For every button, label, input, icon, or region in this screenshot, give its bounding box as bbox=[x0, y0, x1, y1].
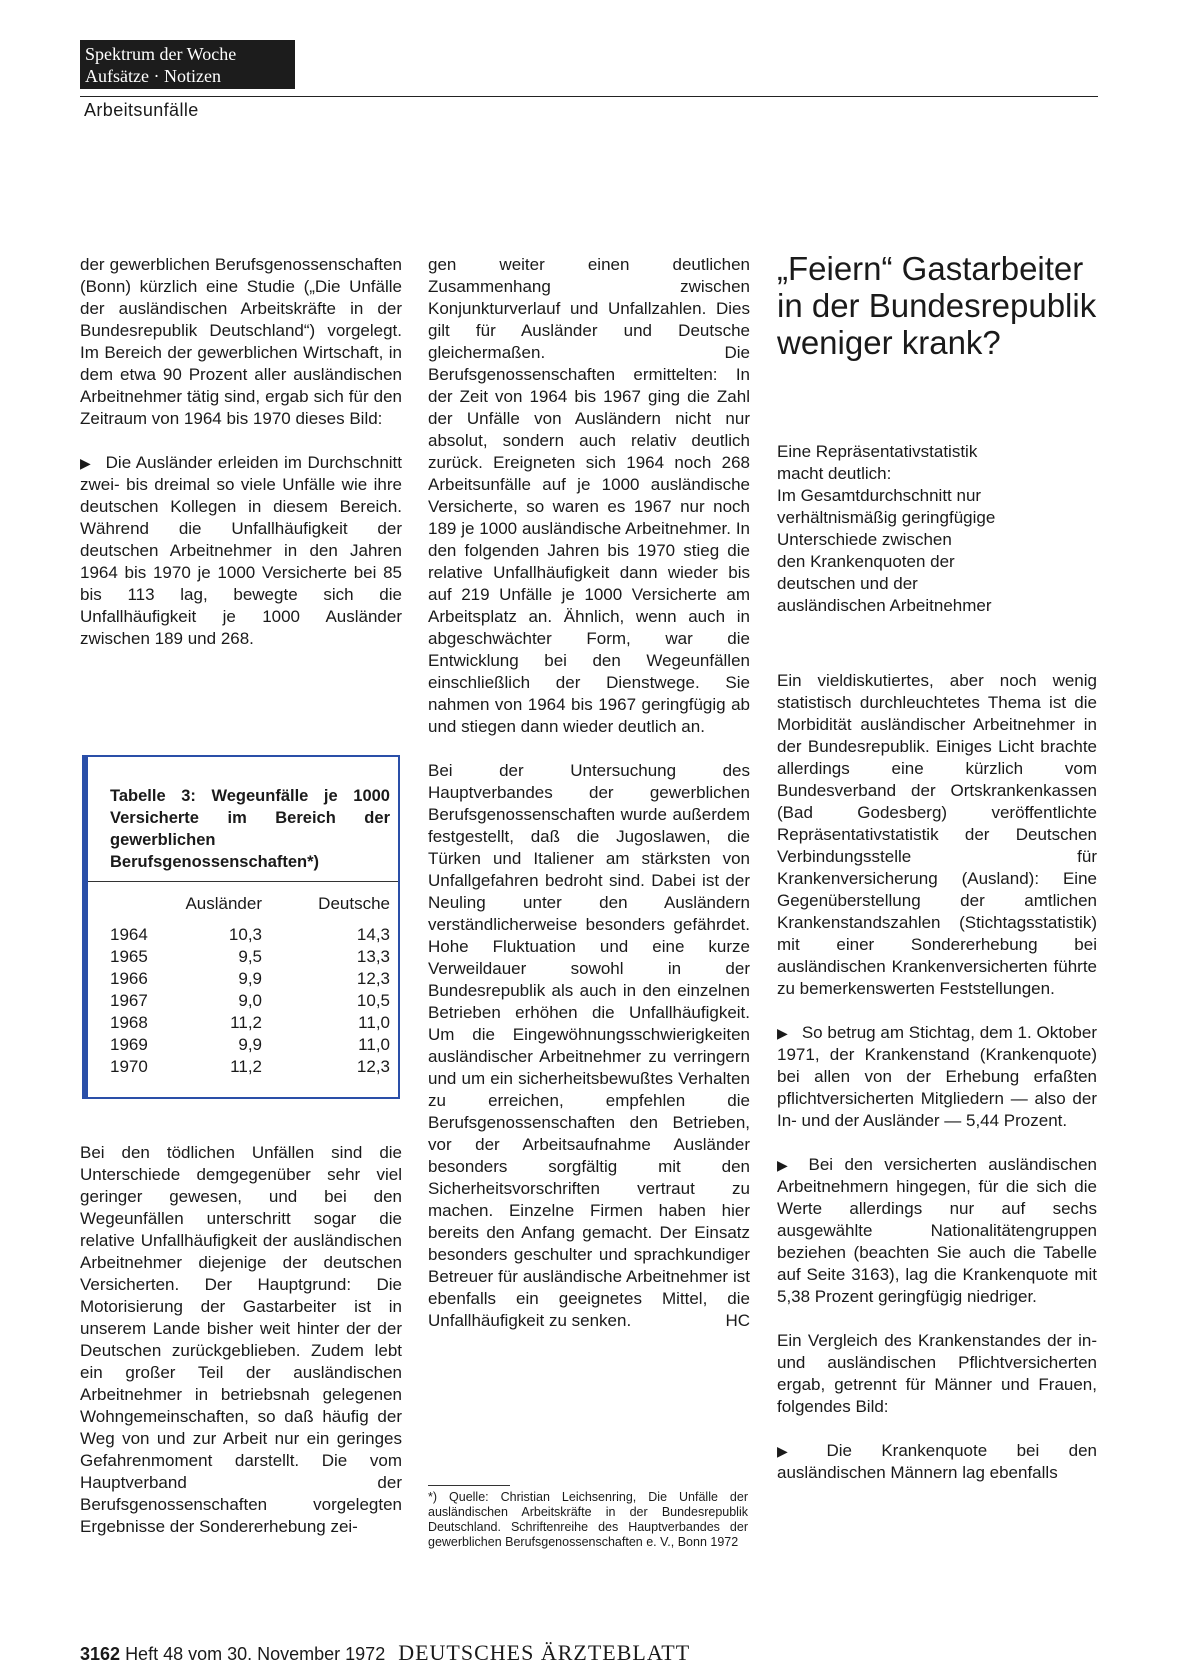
deutsche-cell: 10,5 bbox=[356, 991, 390, 1010]
journal-name: DEUTSCHES ÄRZTEBLATT bbox=[398, 1640, 691, 1665]
table-header-auslaender: Ausländer bbox=[185, 894, 262, 913]
header-rule bbox=[80, 96, 1098, 97]
auslaender-cell: 11,2 bbox=[230, 1013, 262, 1032]
bullet-paragraph bbox=[777, 1440, 1097, 1484]
section-label bbox=[80, 40, 295, 89]
arrow-bullet-icon: ▶ bbox=[777, 1157, 795, 1173]
table-header-year bbox=[110, 893, 172, 924]
arrow-bullet-icon: ▶ bbox=[777, 1025, 788, 1041]
paragraph: gen weiter einen deutlichen Zusammenhang zwischen Konjunkturverlauf und Unfallzahlen. Dies gilt für Ausländer und Deutsche gleichermaßen. Die Berufsgenossenschaften ermittelten: In der Zeit von 1964 bis 1967 ging die Zahl der Unfälle von Ausländern nicht nur absolut, sondern auch relativ deutlich zurück. Ereigneten sich 1964 noch 268 Arbeitsunfälle auf je 1000 ausländische Versicherte, so waren es 1967 nur noch 189 je 1000 ausländische Arbeitnehmer. In den folgenden Jahren bis 1970 stieg die relative Unfallhäufigkeit dann wieder bis auf 219 Unfälle je 1000 Versicherte am Arbeitsplatz an. Ähnlich, wenn auch in abgeschwächter Form, war die Entwicklung bei den Wegeunfällen einschließlich der Dienstwege. Sie nahmen von 1964 bis 1967 geringfügig ab und stiegen dann wieder deutlich an. bbox=[428, 255, 750, 736]
table-header-deutsche: Deutsche bbox=[318, 894, 390, 913]
author-signature: HC bbox=[725, 1311, 750, 1330]
section-label-line2: Aufsätze · Notizen bbox=[85, 66, 221, 86]
paragraph-text: Die Krankenquote bei den ausländischen Männern lag ebenfalls bbox=[777, 1441, 1097, 1482]
table-row bbox=[110, 1056, 390, 1078]
bullet-paragraph bbox=[777, 1154, 1097, 1308]
issue-info: Heft 48 vom 30. November 1972 bbox=[125, 1644, 386, 1664]
year-cell: 1965 bbox=[110, 947, 148, 966]
auslaender-cell: 9,5 bbox=[238, 947, 262, 966]
year-cell: 1969 bbox=[110, 1035, 148, 1054]
table-row bbox=[110, 968, 390, 990]
table-row bbox=[110, 990, 390, 1012]
article-column-1-upper bbox=[80, 254, 402, 650]
deutsche-cell: 13,3 bbox=[356, 947, 390, 966]
paragraph: Ein vieldiskutiertes, aber noch wenig statistisch durchleuchtetes Thema ist die Morbidität ausländischer Arbeitnehmer in der Bundesrepublik. Einiges Licht brachte allerdings eine kürzlich vom Bundesverband der Ortskrankenkassen (Bad Godesberg) veröffentlichte Repräsentativstatistik der Deutschen Verbindungsstelle für Krankenversicherung (Ausland): Eine Gegenüberstellung der amtlichen Krankenstandszahlen (Stichtagsstatistik) mit einer Sondererhebung bei ausländischen Krankenversicherten führte zu bemerkenswerten Feststellungen. bbox=[777, 671, 1097, 998]
year-cell: 1968 bbox=[110, 1013, 148, 1032]
paragraph: Bei den tödlichen Unfällen sind die Unterschiede demgegenüber sehr viel geringer gewesen, und bei den Wegeunfällen unterschritt sogar die relative Unfallhäufigkeit der ausländischen Arbeitnehmer diejenige der deutschen Versicherten. Der Hauptgrund: Die Motorisierung der Gastarbeiter ist in unserem Lande bisher weit hinter der der Deutschen zurückgeblieben. Zudem lebt ein großer Teil der ausländischen Arbeitnehmer in betriebsnah gelegenen Wohngemeinschaften, so daß häufig der Weg von und zur Arbeit nur ein geringes Gefahrenmoment darstellt. Die vom Hauptverband der Berufsgenossenschaften vorgelegten Ergebnisse der Sondererhebung zei- bbox=[80, 1143, 402, 1536]
table-3-box bbox=[82, 755, 400, 1099]
footnote: *) Quelle: Christian Leichsenring, Die Unfälle der ausländischen Arbeitskräfte in der Bundesrepublik Deutschland. Schriftenreihe des Hauptverbandes der gewerblichen Berufsgenossenschaften e. V., Bonn 1972 bbox=[428, 1490, 748, 1549]
page-number: 3162 bbox=[80, 1644, 121, 1664]
table-row bbox=[110, 924, 390, 946]
year-cell: 1967 bbox=[110, 991, 148, 1010]
section-label-line1: Spektrum der Woche bbox=[85, 44, 237, 64]
table-3 bbox=[110, 893, 390, 1078]
article-column-1-lower bbox=[80, 1142, 402, 1538]
deutsche-cell: 11,0 bbox=[358, 1035, 390, 1054]
auslaender-cell: 9,9 bbox=[238, 969, 262, 988]
bullet-paragraph bbox=[777, 1022, 1097, 1132]
auslaender-cell: 10,3 bbox=[228, 925, 262, 944]
bullet-paragraph bbox=[80, 452, 402, 650]
auslaender-cell: 9,9 bbox=[238, 1035, 262, 1054]
article-column-3 bbox=[777, 670, 1097, 1484]
auslaender-cell: 11,2 bbox=[230, 1057, 262, 1076]
article-column-2 bbox=[428, 254, 750, 1332]
footnote-rule bbox=[428, 1485, 510, 1486]
table-divider bbox=[88, 881, 398, 882]
table-header-row bbox=[110, 893, 390, 924]
paragraph: Ein Vergleich des Krankenstandes der in- und ausländischen Pflichtversicherten ergab, getrennt für Männer und Frauen, folgendes Bild: bbox=[777, 1331, 1097, 1416]
topic-label: Arbeitsunfälle bbox=[84, 100, 199, 120]
table-row bbox=[110, 946, 390, 968]
paragraph bbox=[428, 760, 750, 1332]
year-cell: 1966 bbox=[110, 969, 148, 988]
sidebar-subheadline: Eine Repräsentativstatistik macht deutlich: Im Gesamtdurchschnitt nur verhältnismäßig geringfügige Unterschiede zwischen den Krankenquoten der deutschen und der ausländischen Arbeitnehmer bbox=[777, 442, 996, 615]
paragraph-text: Bei der Untersuchung des Hauptverbandes der gewerblichen Berufsgenossenschaften wurde außerdem festgestellt, daß die Jugoslawen, die Türken und Italiener am stärksten von Unfallgefahren bedroht sind. Dabei ist der Neuling unter den Ausländern verständlicherweise besonders gefährdet. Hohe Fluktuation und eine kurze Verweildauer sowohl in der Bundesrepublik als auch in den einzelnen Betrieben erhöhen die Unfallhäufigkeit. Um die Eingewöhnungsschwierigkeiten ausländischer Arbeitnehmer zu verringern und um ein sicherheitsbewußtes Verhalten zu erreichen, empfehlen die Berufsgenossenschaften den Betrieben, vor der Arbeitsaufnahme Ausländer besonders sorgfältig mit den Sicherheitsvorschriften vertraut zu machen. Einzelne Firmen haben hier bereits den Anfang gemacht. Der Einsatz besonders geschulter und sprachkundiger Betreuer für ausländische Arbeitnehmer ist ebenfalls ein geeignetes Mittel, die Unfallhäufigkeit zu senken. bbox=[428, 761, 750, 1330]
paragraph-text: Bei den versicherten ausländischen Arbeitnehmern hingegen, für die sich die Werte allerdings nur auf sechs ausgewählte Nationalitätengruppen beziehen (beachten Sie auch die Tabelle auf Seite 3163), lag die Krankenquote mit 5,38 Prozent geringfügig niedriger. bbox=[777, 1155, 1097, 1306]
auslaender-cell: 9,0 bbox=[238, 991, 262, 1010]
paragraph: der gewerblichen Berufsgenossenschaften (Bonn) kürzlich eine Studie („Die Unfälle der ausländischen Arbeitskräfte in der Bundesrepublik Deutschland“) vorgelegt. Im Bereich der gewerblichen Wirtschaft, in dem etwa 90 Prozent aller ausländischen Arbeitnehmer tätig sind, ergab sich für den Zeitraum von 1964 bis 1970 dieses Bild: bbox=[80, 255, 402, 428]
deutsche-cell: 12,3 bbox=[356, 969, 390, 988]
paragraph-text: So betrug am Stichtag, dem 1. Oktober 1971, der Krankenstand (Krankenquote) bei allen von der Erhebung erfaßten pflichtversicherten Mitgliedern — also der In- und der Ausländer — 5,44 Prozent. bbox=[777, 1023, 1097, 1130]
deutsche-cell: 11,0 bbox=[358, 1013, 390, 1032]
deutsche-cell: 12,3 bbox=[356, 1057, 390, 1076]
table-row bbox=[110, 1034, 390, 1056]
sidebar-headline: „Feiern“ Gastarbeiter in der Bundesrepublik weniger krank? bbox=[777, 250, 1097, 361]
table-title: Tabelle 3: Wegeunfälle je 1000 Versicherte im Bereich der gewerblichen Berufsgenossenschaften*) bbox=[110, 787, 390, 871]
arrow-bullet-icon: ▶ bbox=[777, 1443, 813, 1459]
deutsche-cell: 14,3 bbox=[356, 925, 390, 944]
page-footer bbox=[80, 1640, 690, 1666]
year-cell: 1970 bbox=[110, 1057, 148, 1076]
table-row bbox=[110, 1012, 390, 1034]
year-cell: 1964 bbox=[110, 925, 148, 944]
arrow-bullet-icon: ▶ bbox=[80, 455, 92, 471]
paragraph-text: Die Ausländer erleiden im Durchschnitt zwei- bis dreimal so viele Unfälle wie ihre deutschen Kollegen in diesem Bereich. Während die Unfallhäufigkeit der deutschen Arbeitnehmer in den Jahren 1964 bis 1970 je 1000 Versicherte bei 85 bis 113 lag, bewegte sich die Unfallhäufigkeit je 1000 Ausländer zwischen 189 und 268. bbox=[80, 453, 402, 648]
